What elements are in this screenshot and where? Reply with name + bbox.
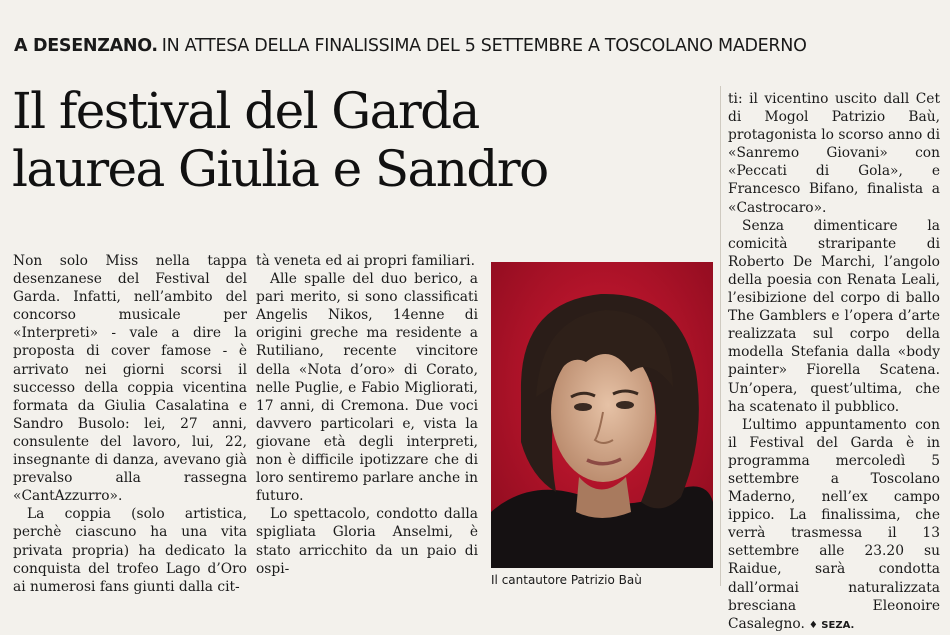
article-column-2 — [256, 252, 478, 578]
paragraph: La coppia (solo artistica, perchè ciascuno ha una vita privata propria) ha dedicato la conquista del trofeo Lago d’Oro ai numerosi fans giunti dalla cit- — [13, 506, 247, 595]
article-column-3 — [728, 90, 940, 635]
paragraph: Non solo Miss nella tappa desenzanese del Festival del Garda. Infatti, nell’ambito del concorso musicale per «Interpreti» - vale a dire la proposta di cover famose - è arrivato nei giorni scorsi il successo della coppia vicentina formata da Giulia Casalatina e Sandro Busolo: lei, 27 anni, consulente del lavoro, lui, 22, insegnante di danza, avevano già prevalso alla rassegna «CantAzzurro». — [13, 253, 247, 505]
paragraph: Lo spettacolo, condotto dalla spigliata Gloria Anselmi, è stato arricchito da un paio di ospi- — [256, 506, 478, 577]
portrait-photo — [491, 262, 713, 568]
headline — [12, 82, 714, 198]
headline-line-2: laurea Giulia e Sandro — [12, 140, 548, 198]
paragraph: ti: il vicentino uscito dall Cet di Mogol Patrizio Baù, protagonista lo scorso anno di «Sanremo Giovani» con «Peccati di Gola», e Francesco Bifano, finalista a «Castrocaro». — [728, 91, 940, 216]
column-divider — [720, 86, 721, 586]
paragraph: Alle spalle del duo berico, a pari merito, si sono classificati Angelis Nikos, 14enne di origini greche ma residente a Rutiliano, recente vincitore della «Nota d’oro» di Corato, nelle Puglie, e Fabio Migliorati, 17 anni, di Cremona. Due voci davvero particolari e, vista la giovane età degli interpreti, non è difficile ipotizzare che di loro sentiremo parlare anche in futuro. — [256, 271, 478, 505]
paragraph-text: L’ultimo appuntamento con il Festival del Garda è in programma mercoledì 5 settembre a Toscolano Maderno, nell’ex campo ippico. La finalissima, che verrà trasmessa il 13 settembre alle 23.20 su Raidue, sarà condotta dall’ormai naturalizzata bresciana Eleonoire Casalegno. — [728, 416, 940, 632]
kicker-location: A DESENZANO. — [14, 36, 158, 56]
paragraph — [728, 416, 940, 635]
portrait-illustration — [491, 262, 713, 568]
kicker-dek: IN ATTESA DELLA FINALISSIMA DEL 5 SETTEMBRE A TOSCOLANO MADERNO — [161, 36, 807, 56]
headline-line-1: Il festival del Garda — [12, 82, 479, 140]
photo-caption: Il cantautore Patrizio Baù — [491, 573, 642, 587]
author-signature: ♦ SEZA. — [808, 619, 855, 631]
article-column-1 — [13, 252, 247, 596]
kicker — [14, 36, 807, 56]
paragraph: Senza dimenticare la comicità straripante di Roberto De Marchi, l’angolo della poesia con Renata Leali, l’esibizione del corpo di ballo The Gamblers e l’opera d’arte realizzata sul corpo della modella Stefania dalla «body painter» Fiorella Scatena. Un’opera, quest’ultima, che ha scatenato il pubblico. — [728, 217, 940, 415]
paragraph: tà veneta ed ai propri familiari. — [256, 253, 475, 269]
